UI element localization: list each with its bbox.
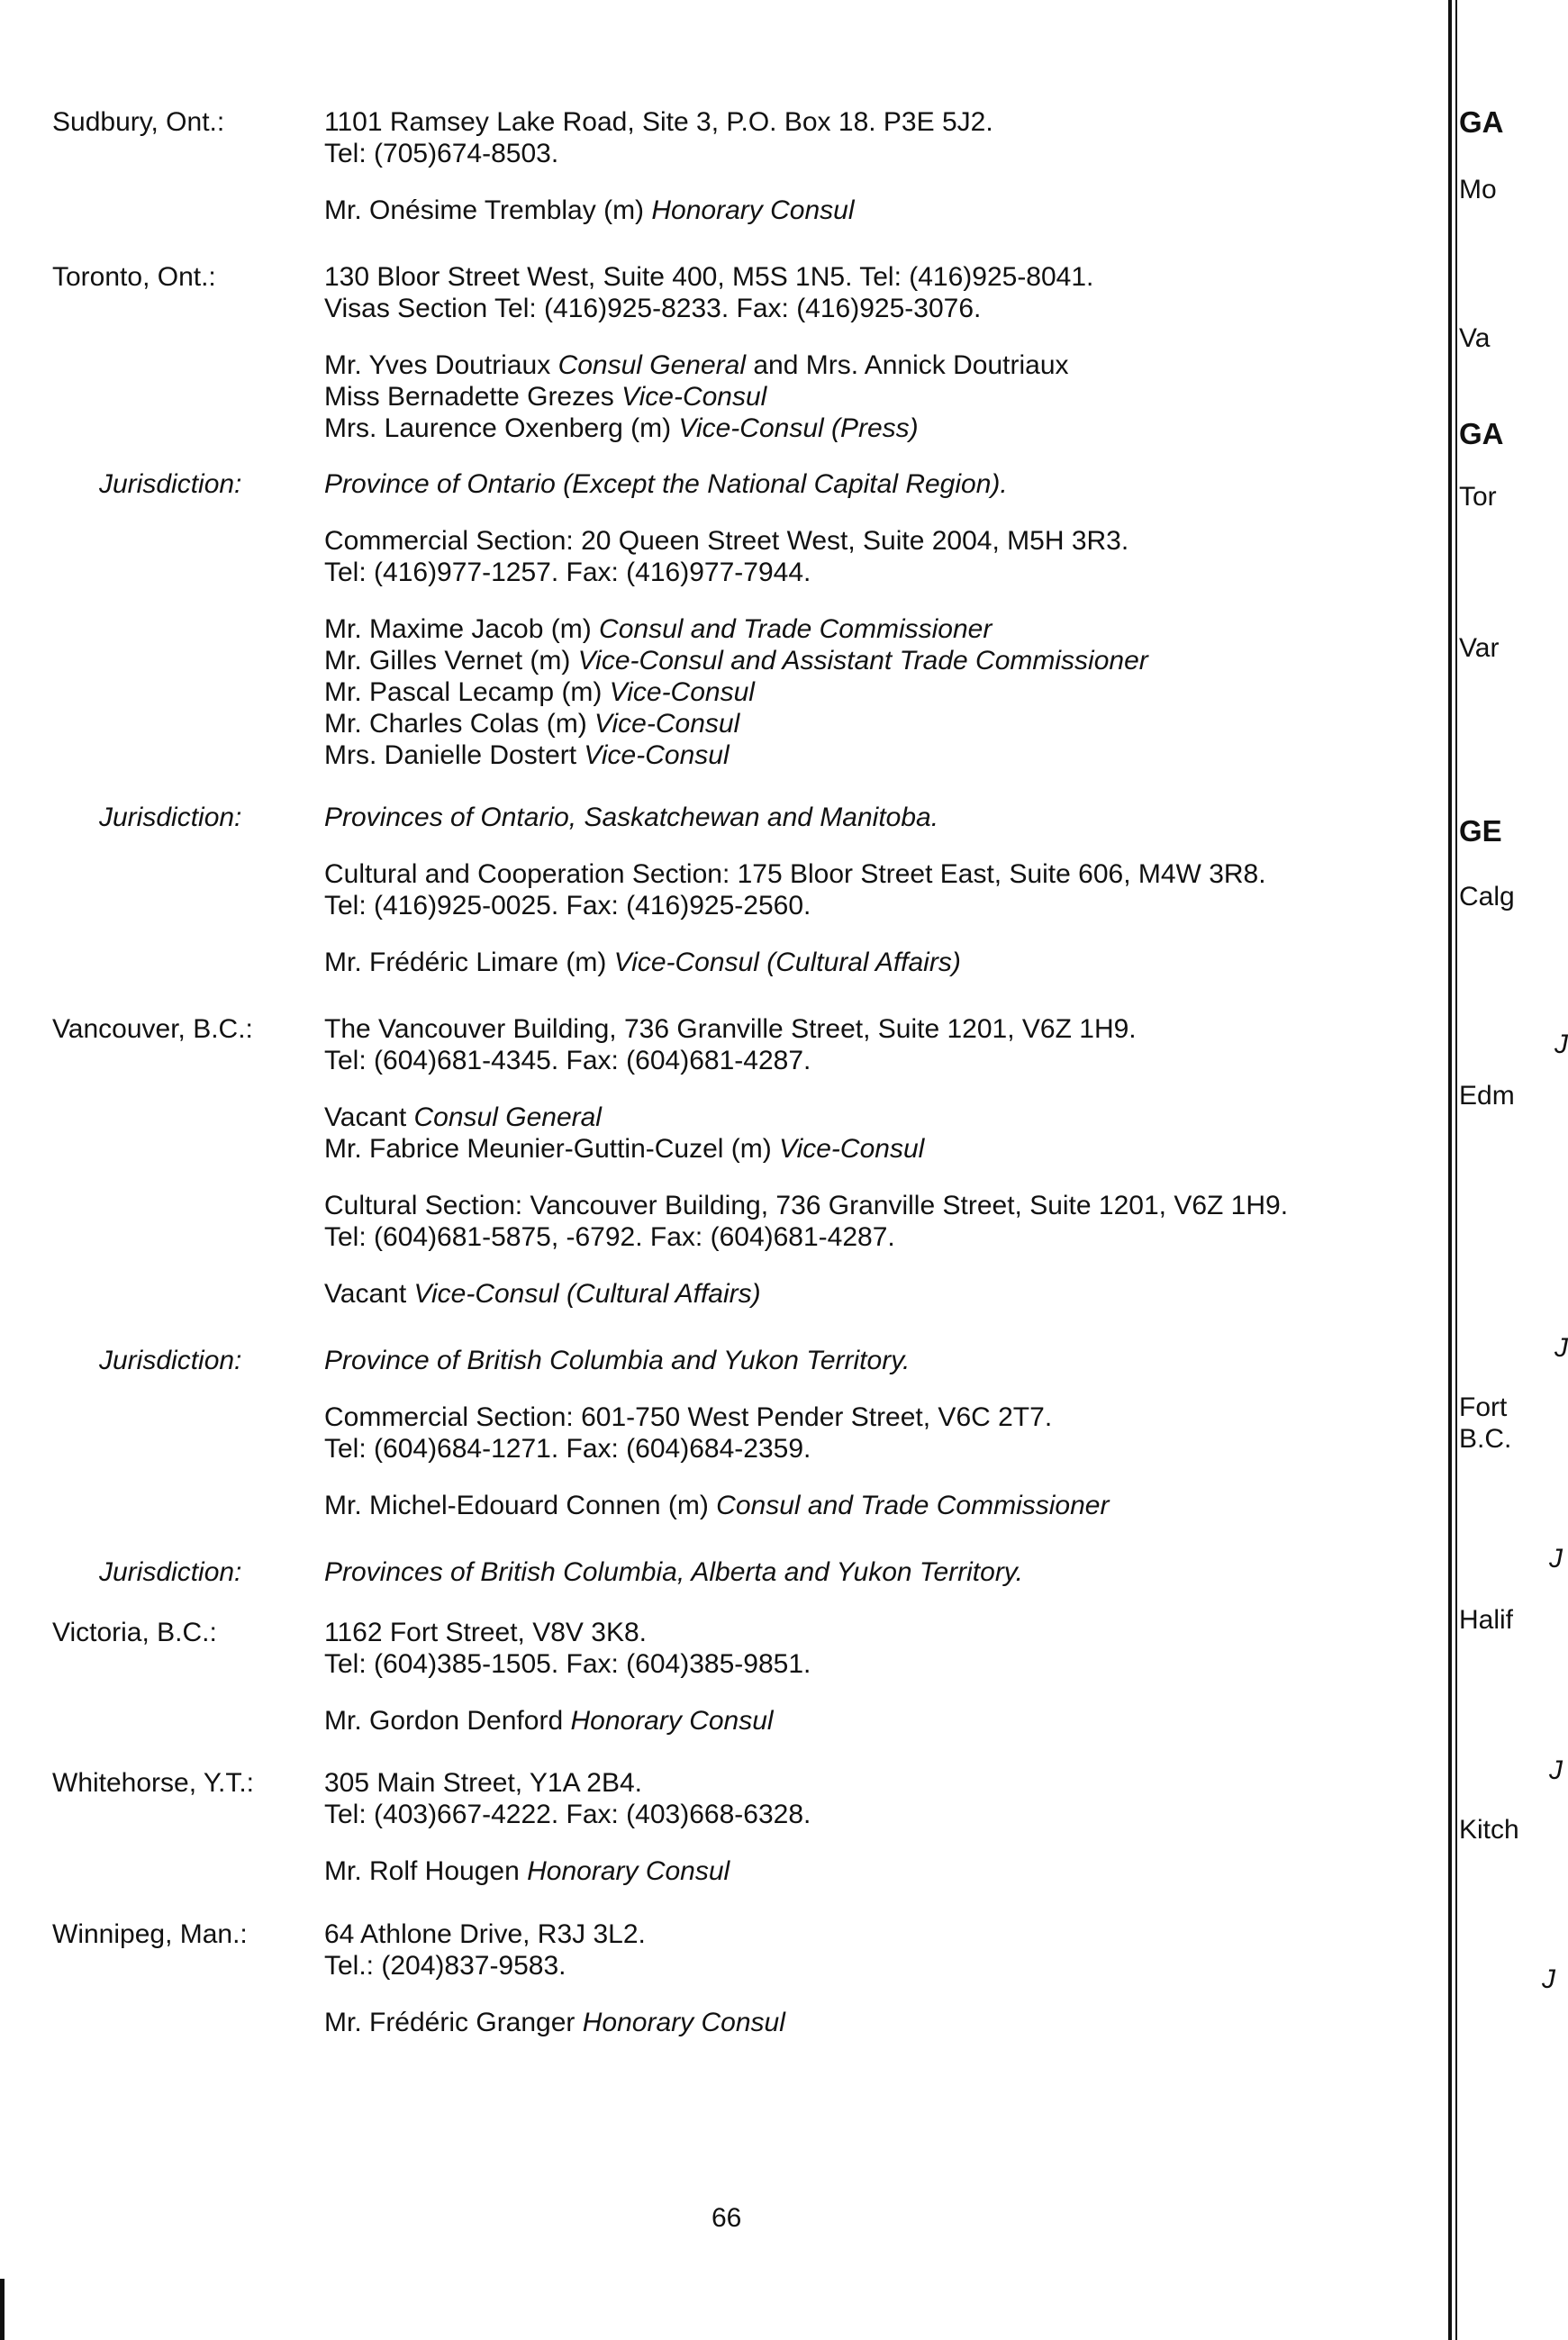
text-block xyxy=(324,1013,1450,1076)
text-block xyxy=(324,106,1450,169)
jurisdiction-label: Jurisdiction: xyxy=(99,469,242,499)
text-line: Mr. Frédéric Limare (m) Vice-Consul (Cultural Affairs) xyxy=(324,948,961,977)
text-line: 1162 Fort Street, V8V 3K8. xyxy=(324,1618,647,1647)
city-label: Toronto, Ont.: xyxy=(52,262,216,292)
page-number: 66 xyxy=(711,2203,742,2233)
title-italic: Consul General xyxy=(557,350,747,380)
text-line: 64 Athlone Drive, R3J 3L2. xyxy=(324,1919,646,1949)
text-block xyxy=(324,1918,1450,1982)
text-block xyxy=(324,1767,1450,1830)
jurisdiction-label: Jurisdiction: xyxy=(99,1346,242,1375)
text-line: Tel.: (204)837-9583. xyxy=(324,1951,566,1981)
adjacent-text-fragment: B.C. xyxy=(1459,1424,1512,1454)
adjacent-text-fragment: J xyxy=(1549,1755,1563,1785)
text-block xyxy=(324,1556,1450,1588)
text-line: Mr. Rolf Hougen Honorary Consul xyxy=(324,1856,730,1886)
title-italic: Vice-Consul (Cultural Affairs) xyxy=(613,948,961,977)
text-line: Mrs. Laurence Oxenberg (m) Vice-Consul (Press) xyxy=(324,413,919,443)
text-line: 130 Bloor Street West, Suite 400, M5S 1N5. Tel: (416)925-8041. xyxy=(324,262,1094,292)
text-line: Mr. Frédéric Granger Honorary Consul xyxy=(324,2008,785,2037)
text-block xyxy=(324,858,1450,921)
text-line: Vacant Consul General xyxy=(324,1102,602,1132)
entry-body xyxy=(324,1918,1450,2038)
text-block xyxy=(324,1855,1450,1887)
city-label: Sudbury, Ont.: xyxy=(52,107,225,137)
entry-body xyxy=(324,468,1450,771)
text-line: Cultural and Cooperation Section: 175 Bloor Street East, Suite 606, M4W 3R8. xyxy=(324,859,1266,889)
adjacent-text-fragment: Var xyxy=(1459,633,1500,663)
text-line: Visas Section Tel: (416)925-8233. Fax: (416)925-3076. xyxy=(324,294,982,323)
title-italic: Vice-Consul xyxy=(779,1134,925,1164)
text-line xyxy=(324,802,1450,833)
title-italic: Vice-Consul and Assistant Trade Commissioner xyxy=(577,646,1148,676)
adjacent-text-fragment: Tor xyxy=(1459,482,1497,512)
adjacent-heading-fragment: GA xyxy=(1459,417,1504,450)
adjacent-text-fragment: J xyxy=(1542,1964,1555,1994)
text-block xyxy=(324,802,1450,833)
text-block xyxy=(324,947,1450,978)
entry-body xyxy=(324,1617,1450,1737)
text-block xyxy=(324,2007,1450,2038)
text-line: Commercial Section: 601-750 West Pender Street, V6C 2T7. xyxy=(324,1402,1053,1432)
title-italic: Vice-Consul xyxy=(609,677,755,707)
text-line: Mr. Gilles Vernet (m) Vice-Consul and Assistant Trade Commissioner xyxy=(324,646,1148,676)
adjacent-text-fragment: Halif xyxy=(1459,1605,1514,1635)
text-line: Mr. Gordon Denford Honorary Consul xyxy=(324,1706,774,1736)
text-block xyxy=(324,1705,1450,1737)
text-block xyxy=(324,195,1450,226)
city-label: Vancouver, B.C.: xyxy=(52,1014,253,1044)
text-line xyxy=(324,468,1450,500)
text-line: Tel: (604)681-4345. Fax: (604)681-4287. xyxy=(324,1046,811,1075)
text-block xyxy=(324,1617,1450,1680)
title-italic: Consul and Trade Commissioner xyxy=(599,614,992,644)
text-block xyxy=(324,468,1450,500)
text-line: Mr. Charles Colas (m) Vice-Consul xyxy=(324,709,740,739)
entry-body xyxy=(324,1767,1450,1887)
adjacent-text-fragment: Fort xyxy=(1459,1392,1508,1422)
page-edge-rule-inner xyxy=(1455,0,1457,2340)
text-block xyxy=(324,1278,1450,1310)
title-italic: Honorary Consul xyxy=(527,1856,730,1886)
title-italic: Honorary Consul xyxy=(570,1706,774,1736)
text-line: Mr. Michel-Edouard Connen (m) Consul and Trade Commissioner xyxy=(324,1491,1110,1520)
adjacent-text-fragment: Calg xyxy=(1459,882,1515,912)
text-line: Tel: (604)684-1271. Fax: (604)684-2359. xyxy=(324,1434,811,1464)
text-line: Cultural Section: Vancouver Building, 736 Granville Street, Suite 1201, V6Z 1H9. xyxy=(324,1191,1289,1220)
text-line: Mr. Fabrice Meunier-Guttin-Cuzel (m) Vice-Consul xyxy=(324,1134,925,1164)
text-line: Tel: (604)681-5875, -6792. Fax: (604)681-4287. xyxy=(324,1222,895,1252)
title-italic: Province of Ontario (Except the National Capital Region). xyxy=(324,469,1008,499)
text-block xyxy=(324,613,1450,771)
left-margin-mark xyxy=(0,2279,5,2340)
title-italic: Consul and Trade Commissioner xyxy=(716,1491,1110,1520)
title-italic: Vice-Consul xyxy=(584,740,730,770)
text-line: Mr. Maxime Jacob (m) Consul and Trade Commissioner xyxy=(324,614,992,644)
text-line: 305 Main Street, Y1A 2B4. xyxy=(324,1768,643,1798)
text-line: Mrs. Danielle Dostert Vice-Consul xyxy=(324,740,730,770)
title-italic: Provinces of Ontario, Saskatchewan and Manitoba. xyxy=(324,803,939,832)
text-line: Tel: (416)977-1257. Fax: (416)977-7944. xyxy=(324,558,811,587)
jurisdiction-label: Jurisdiction: xyxy=(99,1557,242,1587)
title-italic: Province of British Columbia and Yukon Territory. xyxy=(324,1346,911,1375)
adjacent-text-fragment: J xyxy=(1549,1544,1563,1574)
text-line: Commercial Section: 20 Queen Street West, Suite 2004, M5H 3R3. xyxy=(324,526,1129,556)
entry-body xyxy=(324,261,1450,444)
adjacent-text-fragment: J xyxy=(1554,1029,1568,1059)
text-line: Tel: (705)674-8503. xyxy=(324,139,559,168)
adjacent-text-fragment: Mo xyxy=(1459,175,1497,204)
text-line: The Vancouver Building, 736 Granville Street, Suite 1201, V6Z 1H9. xyxy=(324,1014,1137,1044)
text-block xyxy=(324,1190,1450,1253)
entry-body xyxy=(324,1556,1450,1588)
text-line: Vacant Vice-Consul (Cultural Affairs) xyxy=(324,1279,761,1309)
text-line: Mr. Pascal Lecamp (m) Vice-Consul xyxy=(324,677,755,707)
title-italic: Consul General xyxy=(413,1102,602,1132)
title-italic: Honorary Consul xyxy=(651,195,855,225)
text-line xyxy=(324,1345,1450,1376)
text-block xyxy=(324,261,1450,324)
entry-body xyxy=(324,802,1450,978)
title-italic: Vice-Consul xyxy=(621,382,767,412)
title-italic: Vice-Consul (Press) xyxy=(678,413,919,443)
text-block xyxy=(324,525,1450,588)
adjacent-text-fragment: Va xyxy=(1459,323,1491,353)
text-block xyxy=(324,1102,1450,1165)
entry-body xyxy=(324,106,1450,226)
adjacent-heading-fragment: GE xyxy=(1459,814,1502,848)
city-label: Winnipeg, Man.: xyxy=(52,1919,248,1949)
title-italic: Vice-Consul xyxy=(594,709,740,739)
text-line xyxy=(324,1556,1450,1588)
page-edge-rule xyxy=(1448,0,1452,2340)
text-line: Miss Bernadette Grezes Vice-Consul xyxy=(324,382,767,412)
text-line: Mr. Yves Doutriaux Consul General and Mrs. Annick Doutriaux xyxy=(324,350,1069,380)
adjacent-heading-fragment: GA xyxy=(1459,105,1504,139)
text-line: Tel: (403)667-4222. Fax: (403)668-6328. xyxy=(324,1800,811,1829)
entry-body xyxy=(324,1013,1450,1310)
text-line: 1101 Ramsey Lake Road, Site 3, P.O. Box 18. P3E 5J2. xyxy=(324,107,993,137)
adjacent-text-fragment: Kitch xyxy=(1459,1815,1519,1845)
title-italic: Provinces of British Columbia, Alberta and Yukon Territory. xyxy=(324,1557,1023,1587)
text-line: Mr. Onésime Tremblay (m) Honorary Consul xyxy=(324,195,855,225)
text-block xyxy=(324,349,1450,444)
city-label: Victoria, B.C.: xyxy=(52,1618,217,1647)
city-label: Whitehorse, Y.T.: xyxy=(52,1768,255,1798)
title-italic: Vice-Consul (Cultural Affairs) xyxy=(413,1279,761,1309)
title-italic: Honorary Consul xyxy=(582,2008,785,2037)
adjacent-text-fragment: Edm xyxy=(1459,1081,1515,1111)
text-line: Tel: (604)385-1505. Fax: (604)385-9851. xyxy=(324,1649,811,1679)
text-block xyxy=(324,1401,1450,1465)
text-line: Tel: (416)925-0025. Fax: (416)925-2560. xyxy=(324,891,811,921)
adjacent-text-fragment: J xyxy=(1554,1333,1568,1363)
text-block xyxy=(324,1345,1450,1376)
entry-body xyxy=(324,1345,1450,1521)
adjacent-page-column xyxy=(1448,0,1568,2340)
jurisdiction-label: Jurisdiction: xyxy=(99,803,242,832)
text-block xyxy=(324,1490,1450,1521)
